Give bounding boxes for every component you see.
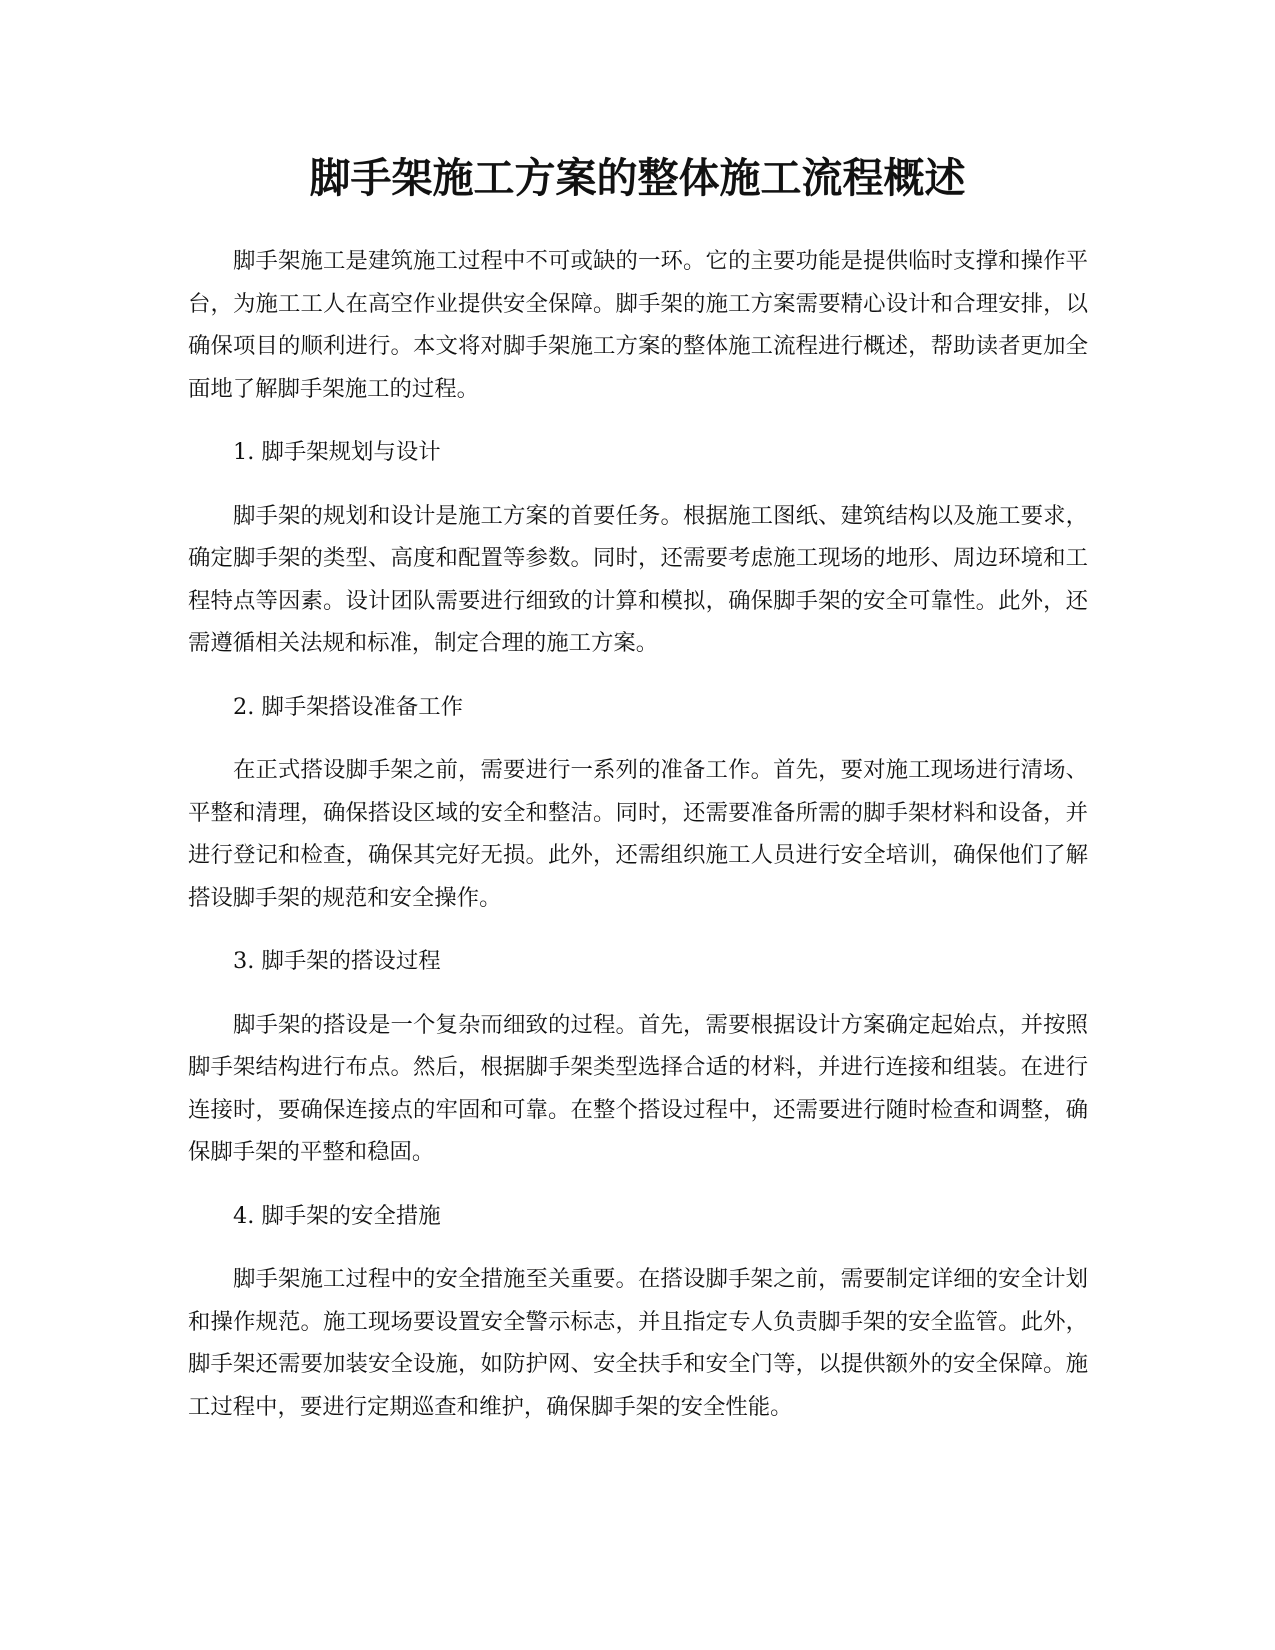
page-title: 脚手架施工方案的整体施工流程概述 <box>309 154 966 202</box>
section-body-2: 在正式搭设脚手架之前，需要进行一系列的准备工作。首先，要对施工现场进行清场、平整和清理，确保搭设区域的安全和整洁。同时，还需要准备所需的脚手架材料和设备，并进行登记和检查，确保其完好无损。此外，还需组织施工人员进行安全培训，确保他们了解搭设脚手架的规范和安全操作。 <box>188 757 1088 911</box>
section-body-4: 脚手架施工过程中的安全措施至关重要。在搭设脚手架之前，需要制定详细的安全计划和操作规范。施工现场要设置安全警示标志，并且指定专人负责脚手架的安全监管。此外，脚手架还需要加装安全设施，如防护网、安全扶手和安全门等，以提供额外的安全保障。施工过程中，要进行定期巡查和维护，确保脚手架的安全性能。 <box>188 1266 1088 1420</box>
section-body-1: 脚手架的规划和设计是施工方案的首要任务。根据施工图纸、建筑结构以及施工要求，确定脚手架的类型、高度和配置等参数。同时，还需要考虑施工现场的地形、周边环境和工程特点等因素。设计团队需要进行细致的计算和模拟，确保脚手架的安全可靠性。此外，还需遵循相关法规和标准，制定合理的施工方案。 <box>188 502 1088 656</box>
intro-paragraph: 脚手架施工是建筑施工过程中不可或缺的一环。它的主要功能是提供临时支撑和操作平台，为施工工人在高空作业提供安全保障。脚手架的施工方案需要精心设计和合理安排，以确保项目的顺利进行。本文将对脚手架施工方案的整体施工流程进行概述，帮助读者更加全面地了解脚手架施工的过程。 <box>188 248 1088 402</box>
section-heading-2: 2. 脚手架搭设准备工作 <box>233 693 463 720</box>
section-heading-1: 1. 脚手架规划与设计 <box>233 439 441 465</box>
section-body-3: 脚手架的搭设是一个复杂而细致的过程。首先，需要根据设计方案确定起始点，并按照脚手架结构进行布点。然后，根据脚手架类型选择合适的材料，并进行连接和组装。在进行连接时，要确保连接点的牢固和可靠。在整个搭设过程中，还需要进行随时检查和调整，确保脚手架的平整和稳固。 <box>188 1011 1088 1165</box>
section-heading-3: 3. 脚手架的搭设过程 <box>233 948 441 974</box>
document-body <box>188 240 1088 1449</box>
section-heading-4: 4. 脚手架的安全措施 <box>233 1202 441 1229</box>
